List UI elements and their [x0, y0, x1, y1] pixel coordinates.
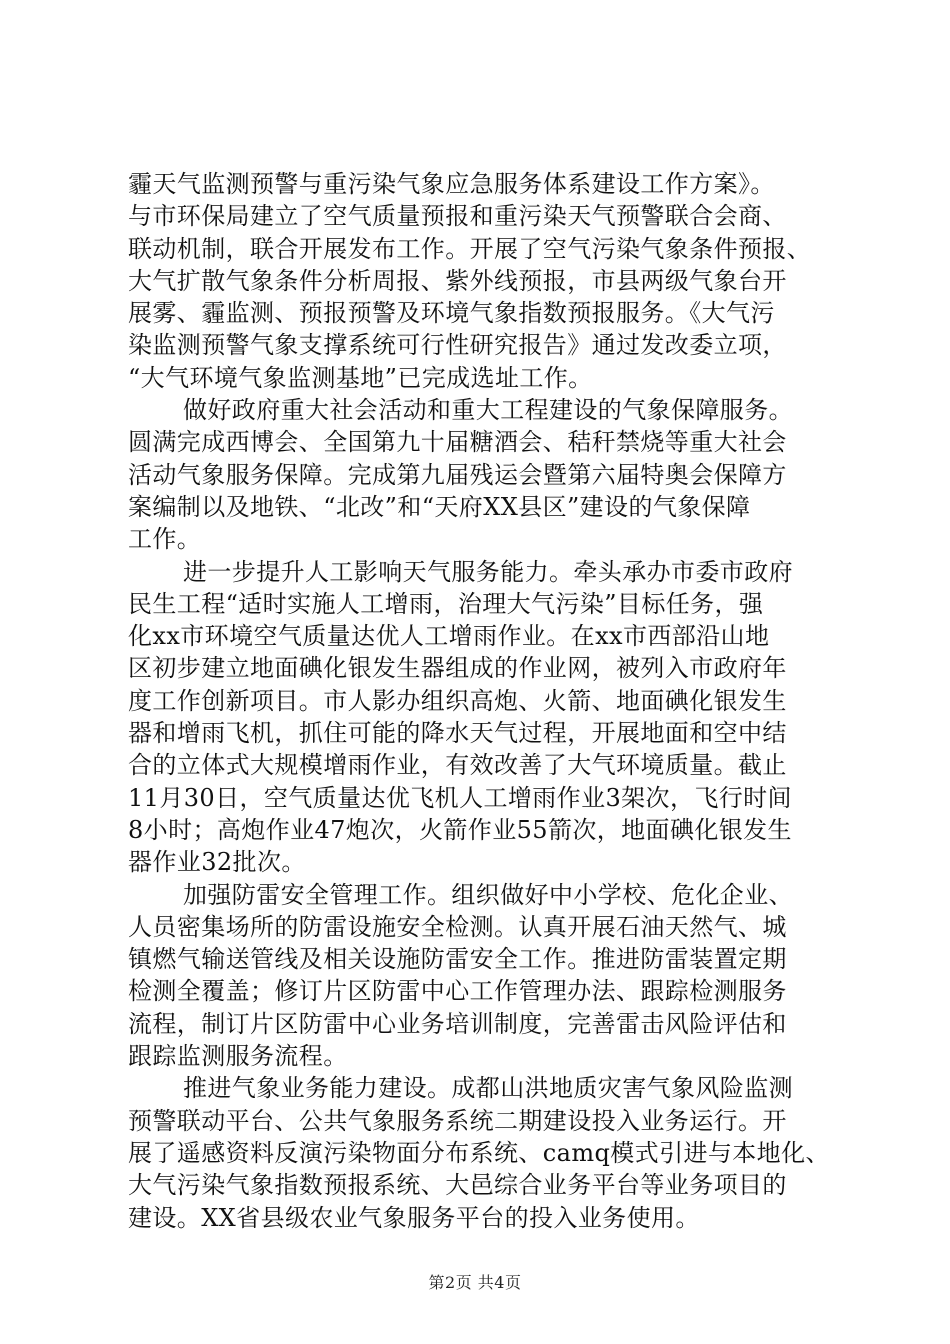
text-line: 检测全覆盖；修订片区防雷中心工作管理办法、跟踪检测服务: [128, 977, 787, 1006]
text-line: 与市环保局建立了空气质量预报和重污染天气预警联合会商、: [128, 202, 787, 231]
text-line: 器和增雨飞机，抓住可能的降水天气过程，开展地面和空中结: [128, 719, 787, 748]
text-line: 度工作创新项目。市人影办组织高炮、火箭、地面碘化银发生: [128, 686, 787, 715]
page-footer: [0, 1270, 950, 1293]
text-line: 器作业32批次。: [128, 848, 306, 877]
text-line: 跟踪监测服务流程。: [128, 1042, 348, 1071]
text-line: 合的立体式大规模增雨作业，有效改善了大气环境质量。截止: [128, 751, 787, 780]
text-line: 染监测预警气象支撑系统可行性研究报告》通过发改委立项，: [128, 331, 787, 360]
text-line: 8小时；高炮作业47炮次，火箭作业55箭次，地面碘化银发生: [128, 815, 792, 844]
text-line: 展雾、霾监测、预报预警及环境气象指数预报服务。《大气污: [128, 299, 775, 328]
text-line: 案编制以及地铁、“北改”和“天府XX县区”建设的气象保障: [128, 492, 751, 521]
text-line: “大气环境气象监测基地”已完成选址工作。: [128, 363, 593, 392]
text-line: 流程，制订片区防雷中心业务培训制度，完善雷击风险评估和: [128, 1009, 787, 1038]
text-line: 民生工程“适时实施人工增雨，治理大气污染”目标任务，强: [128, 589, 764, 618]
text-line: 化xx市环境空气质量达优人工增雨作业。在xx市西部沿山地: [128, 622, 770, 651]
text-line: 11月30日，空气质量达优飞机人工增雨作业3架次，飞行时间: [128, 783, 792, 812]
text-line: 预警联动平台、公共气象服务系统二期建设投入业务运行。开: [128, 1106, 787, 1135]
text-line: 区初步建立地面碘化银发生器组成的作业网，被列入市政府年: [128, 654, 787, 683]
text-line: 工作。: [128, 525, 202, 554]
text-line: 霾天气监测预警与重污染气象应急服务体系建设工作方案》。: [128, 170, 775, 198]
text-line: 大气污染气象指数预报系统、大邑综合业务平台等业务项目的: [128, 1171, 787, 1200]
paragraph-first-line: 推进气象业务能力建设。成都山洪地质灾害气象风险监测: [183, 1074, 793, 1103]
paragraph-first-line: 加强防雷安全管理工作。组织做好中小学校、危化企业、: [183, 880, 793, 909]
text-line: 圆满完成西博会、全国第九十届糖酒会、秸秆禁烧等重大社会: [128, 428, 787, 457]
text-line: 联动机制，联合开展发布工作。开展了空气污染气象条件预报、: [128, 234, 812, 263]
text-line: 镇燃气输送管线及相关设施防雷安全工作。推进防雷装置定期: [128, 945, 787, 974]
text-line: 大气扩散气象条件分析周报、紫外线预报，市县两级气象台开: [128, 266, 787, 295]
paragraph-first-line: 做好政府重大社会活动和重大工程建设的气象保障服务。: [183, 396, 793, 425]
paragraph-first-line: 进一步提升人工影响天气服务能力。牵头承办市委市政府: [183, 557, 793, 586]
document-body: [128, 168, 828, 1234]
text-line: 展了遥感资料反演污染物面分布系统、camq模式引进与本地化、: [128, 1138, 830, 1167]
text-line: 建设。XX省县级农业气象服务平台的投入业务使用。: [128, 1203, 700, 1232]
text-line: 活动气象服务保障。完成第九届残运会暨第六届特奥会保障方: [128, 460, 787, 489]
page-indicator: 第2页 共4页: [428, 1273, 522, 1292]
text-line: 人员密集场所的防雷设施安全检测。认真开展石油天然气、城: [128, 912, 787, 941]
